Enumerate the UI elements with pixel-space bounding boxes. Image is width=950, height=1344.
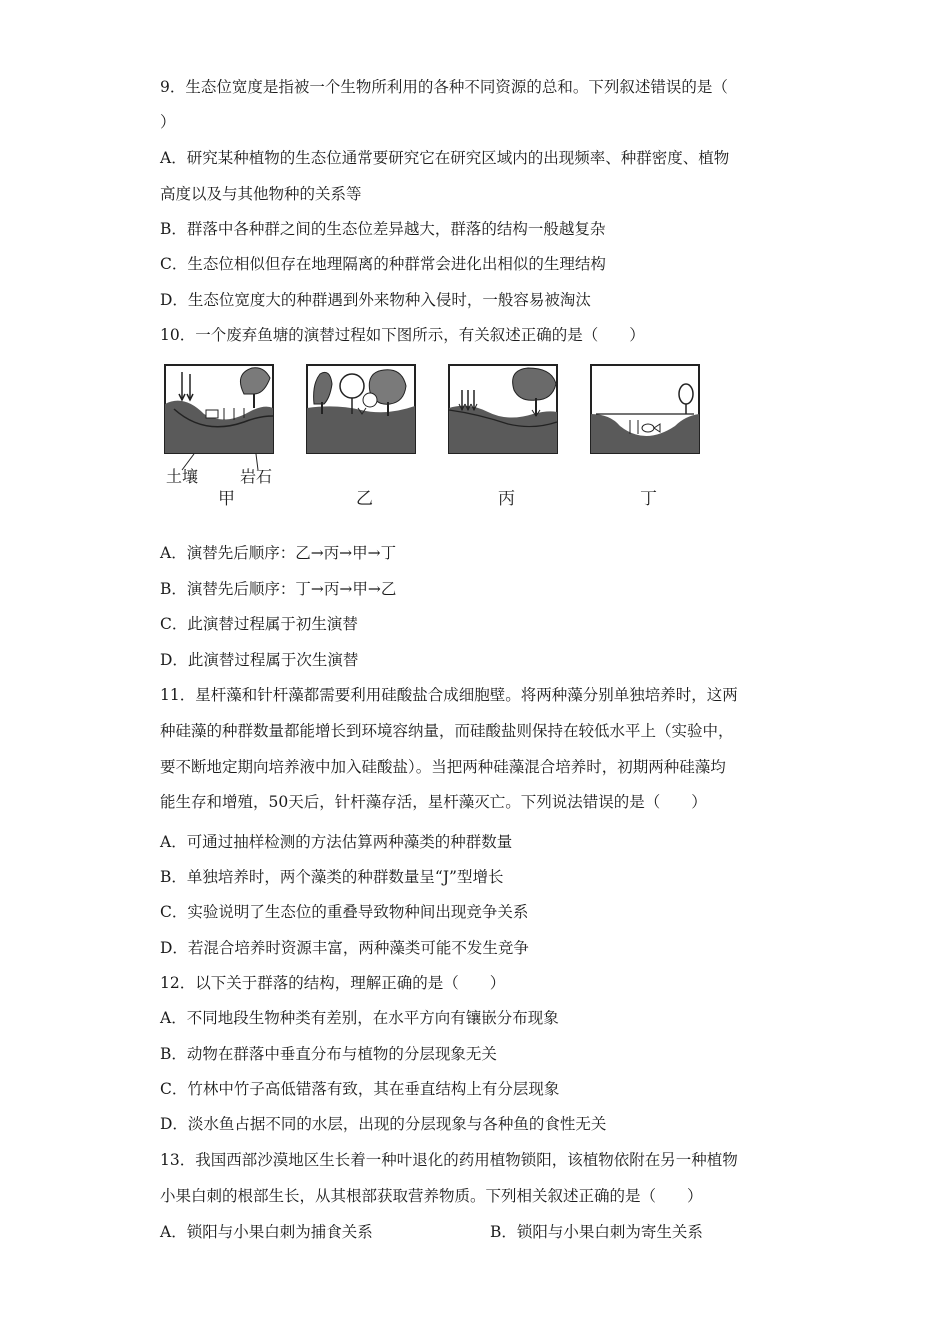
q9-option-a-line2: 高度以及与其他物种的关系等 [160, 185, 362, 203]
q11-stem-line2: 种硅藻的种群数量都能增长到环境容纳量，而硅酸盐则保持在较低水平上（实验中， [160, 722, 734, 740]
panel-label-bing: 丙 [498, 489, 515, 509]
label-soil: 土壤 [166, 467, 199, 486]
q12-option-a: A．不同地段生物种类有差别，在水平方向有镶嵌分布现象 [160, 1009, 559, 1027]
panel-ding-drawing [590, 364, 700, 454]
q13-stem-line1: 13．我国西部沙漠地区生长着一种叶退化的药用植物锁阳，该植物依附在另一种植物 [160, 1151, 738, 1169]
panel-label-ding: 丁 [640, 489, 657, 509]
q10-option-a: A．演替先后顺序：乙→丙→甲→丁 [160, 544, 397, 562]
panel-jia-drawing [164, 364, 274, 454]
q10-option-c: C．此演替过程属于初生演替 [160, 615, 358, 633]
panel-yi-drawing [306, 364, 416, 454]
panel-bing-drawing [448, 364, 558, 454]
q13-option-a: A．锁阳与小果白刺为捕食关系 [160, 1223, 373, 1241]
q13-stem-line2: 小果白刺的根部生长，从其根部获取营养物质。下列相关叙述正确的是（ ） [160, 1187, 703, 1205]
q10-option-d: D．此演替过程属于次生演替 [160, 651, 359, 669]
q12-option-c: C．竹林中竹子高低错落有致，其在垂直结构上有分层现象 [160, 1080, 560, 1098]
q12-option-b: B．动物在群落中垂直分布与植物的分层现象无关 [160, 1045, 497, 1063]
q9-option-c: C．生态位相似但存在地理隔离的种群常会进化出相似的生理结构 [160, 255, 606, 273]
q12-stem: 12．以下关于群落的结构，理解正确的是（ ） [160, 974, 506, 992]
q9-option-d: D．生态位宽度大的种群遇到外来物种入侵时，一般容易被淘汰 [160, 291, 591, 309]
panel-label-yi: 乙 [356, 489, 373, 509]
q11-stem-line4: 能生存和增殖，50天后，针杆藻存活，星杆藻灭亡。下列说法错误的是（ ） [160, 793, 707, 811]
q9-option-a-line1: A．研究某种植物的生态位通常要研究它在研究区域内的出现频率、种群密度、植物 [160, 149, 730, 167]
q11-option-d: D．若混合培养时资源丰富，两种藻类可能不发生竞争 [160, 939, 529, 957]
label-rock: 岩石 [240, 467, 273, 486]
q11-option-a: A．可通过抽样检测的方法估算两种藻类的种群数量 [160, 833, 513, 851]
q9-stem-line2: ） [160, 113, 176, 131]
q10-option-b: B．演替先后顺序：丁→丙→甲→乙 [160, 580, 397, 598]
q11-stem-line3: 要不断地定期向培养液中加入硅酸盐）。当把两种硅藻混合培养时，初期两种硅藻均 [160, 758, 726, 776]
q10-stem: 10．一个废弃鱼塘的演替过程如下图所示，有关叙述正确的是（ ） [160, 326, 645, 344]
panel-label-jia: 甲 [218, 489, 235, 509]
q9-option-b: B．群落中各种群之间的生态位差异越大，群落的结构一般越复杂 [160, 220, 606, 238]
q12-option-d: D．淡水鱼占据不同的水层，出现的分层现象与各种鱼的食性无关 [160, 1115, 607, 1133]
succession-figure [160, 358, 720, 508]
q11-option-b: B．单独培养时，两个藻类的种群数量呈“J”型增长 [160, 868, 504, 886]
q9-stem-line1: 9．生态位宽度是指被一个生物所利用的各种不同资源的总和。下列叙述错误的是（ [160, 78, 728, 96]
q13-option-b: B．锁阳与小果白刺为寄生关系 [490, 1223, 703, 1241]
q11-option-c: C．实验说明了生态位的重叠导致物种间出现竞争关系 [160, 903, 529, 921]
q11-stem-line1: 11．星杆藻和针杆藻都需要利用硅酸盐合成细胞壁。将两种藻分别单独培养时，这两 [160, 686, 738, 704]
